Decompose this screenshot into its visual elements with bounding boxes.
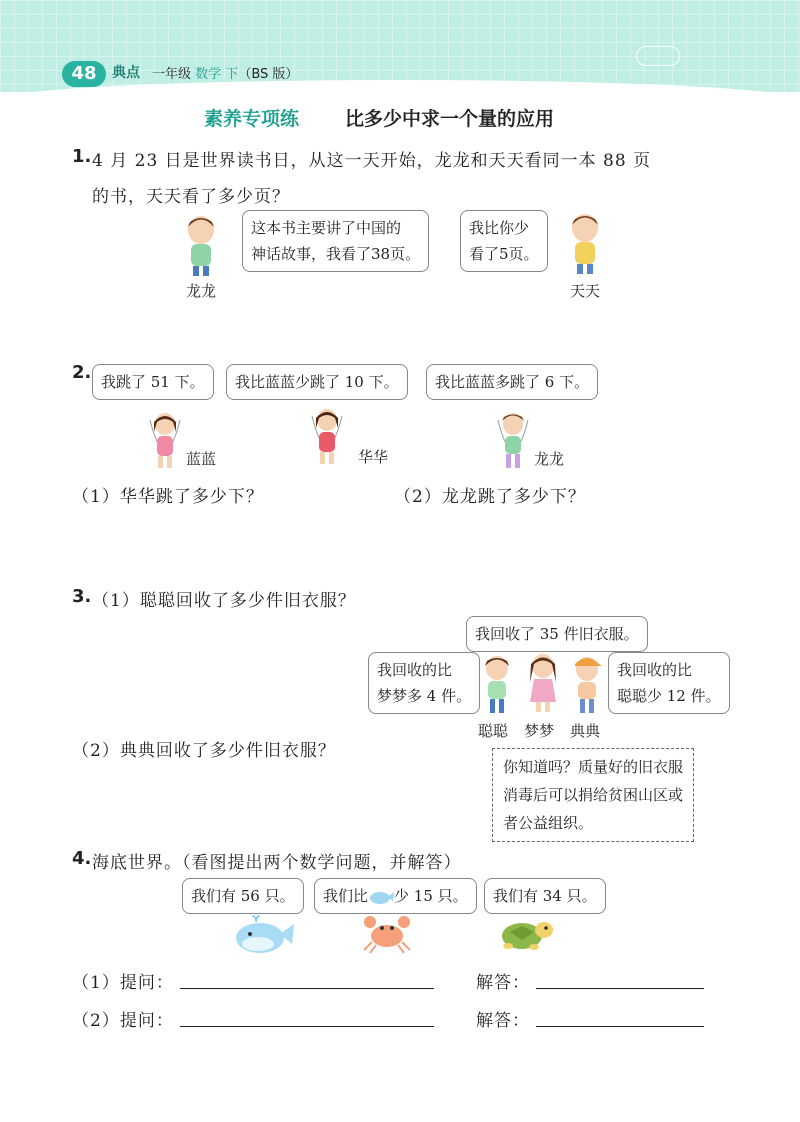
speech-bubble-turtles: 我们有 34 只。 [484, 878, 606, 914]
speech-bubble-huahua: 我比蓝蓝少跳了 10 下。 [226, 364, 408, 400]
question-4-ask-1-label: （1）提问： [72, 973, 174, 993]
speech-bubble-whales: 我们有 56 只。 [182, 878, 304, 914]
question-4-answer-1-label: 解答： [476, 973, 530, 993]
name-longlong-2: 龙龙 [534, 450, 565, 468]
answer-2-line[interactable] [536, 1026, 704, 1027]
boy-tiantian-illustration [566, 212, 604, 276]
name-congcong: 聪聪 [478, 722, 509, 740]
name-diandian: 典典 [570, 722, 601, 740]
question-1-text-line1: 4 月 23 日是世界读书日，从这一天开始，龙龙和天天看同一本 88 页 [92, 151, 652, 171]
bubble-line: 这本书主要讲了中国的 [251, 219, 402, 237]
edition-label: （BS 版） [238, 67, 299, 82]
question-2-number: 2. [72, 362, 92, 383]
speech-bubble-diandian [608, 652, 730, 714]
question-4-text: 海底世界。（看图提出两个数学问题，并解答） [92, 853, 462, 873]
girl-huahua-jumprope-illustration [308, 406, 346, 470]
boy-congcong-illustration [478, 654, 516, 718]
whale-illustration [232, 914, 296, 956]
speech-bubble-mengmeng: 我回收了 35 件旧衣服。 [466, 616, 648, 652]
volume-label: 下 [225, 67, 239, 82]
speech-bubble-longlong-2: 我比蓝蓝多跳了 6 下。 [426, 364, 598, 400]
question-1-text-line2: 的书，天天看了多少页？ [92, 187, 290, 207]
bubble-text: 少 15 只。 [394, 887, 468, 905]
tip-line: 者公益组织。 [503, 814, 594, 832]
page-number-badge: 48 [62, 61, 106, 87]
question-4-ask-2-label: （2）提问： [72, 1011, 174, 1031]
boy-longlong-illustration [182, 214, 220, 278]
boy-diandian-illustration [568, 654, 606, 718]
cloud-icon [636, 46, 680, 66]
bubble-line: 我比你少 [469, 219, 530, 237]
whale-icon [368, 889, 394, 905]
did-you-know-tip-box [492, 748, 694, 842]
section-title: 素养专项练 [204, 108, 300, 130]
brand-logo: 典点 [112, 65, 140, 81]
grade-label: 一年级 [152, 67, 192, 82]
question-3-sub-2: （2）典典回收了多少件旧衣服？ [72, 741, 336, 761]
name-huahua: 华华 [358, 448, 389, 466]
crab-illustration [362, 910, 412, 954]
bubble-line: 神话故事，我看了38页。 [251, 245, 421, 263]
ask-1-answer-line[interactable] [180, 988, 434, 989]
turtle-illustration [498, 910, 556, 952]
bubble-line: 梦梦多 4 件。 [377, 687, 472, 705]
speech-bubble-congcong [368, 652, 480, 714]
question-4-answer-2-label: 解答： [476, 1011, 530, 1031]
speech-bubble-longlong [242, 210, 429, 272]
bubble-line: 看了5页。 [469, 245, 539, 263]
ask-2-answer-line[interactable] [180, 1026, 434, 1027]
subject-label: 数学 [195, 67, 222, 82]
tip-line: 消毒后可以捐给贫困山区或 [503, 786, 684, 804]
question-3-number: 3. [72, 586, 92, 607]
tip-line: 你知道吗？质量好的旧衣服 [503, 758, 684, 776]
bubble-line: 我回收的比 [617, 661, 693, 679]
question-3-sub-1: （1）聪聪回收了多少件旧衣服？ [92, 591, 356, 611]
section-subtitle: 比多少中求一个量的应用 [345, 108, 555, 130]
girl-lanlan-jumprope-illustration [146, 410, 184, 474]
boy-longlong-jumprope-illustration [494, 410, 532, 474]
name-longlong: 龙龙 [186, 282, 217, 300]
bubble-line: 聪聪少 12 件。 [617, 687, 721, 705]
speech-bubble-tiantian [460, 210, 548, 272]
girl-mengmeng-illustration [524, 652, 562, 716]
bubble-text: 我们比 [323, 887, 369, 905]
name-mengmeng: 梦梦 [524, 722, 555, 740]
speech-bubble-lanlan: 我跳了 51 下。 [92, 364, 214, 400]
answer-1-line[interactable] [536, 988, 704, 989]
bubble-line: 我回收的比 [377, 661, 453, 679]
question-2-sub-1: （1）华华跳了多少下？ [72, 487, 264, 507]
speech-bubble-crabs [314, 878, 477, 914]
name-tiantian: 天天 [570, 282, 601, 300]
book-info [152, 63, 298, 82]
question-2-sub-2: （2）龙龙跳了多少下？ [394, 487, 586, 507]
question-1-number: 1. [72, 146, 92, 167]
question-4-number: 4. [72, 848, 92, 869]
name-lanlan: 蓝蓝 [186, 450, 217, 468]
